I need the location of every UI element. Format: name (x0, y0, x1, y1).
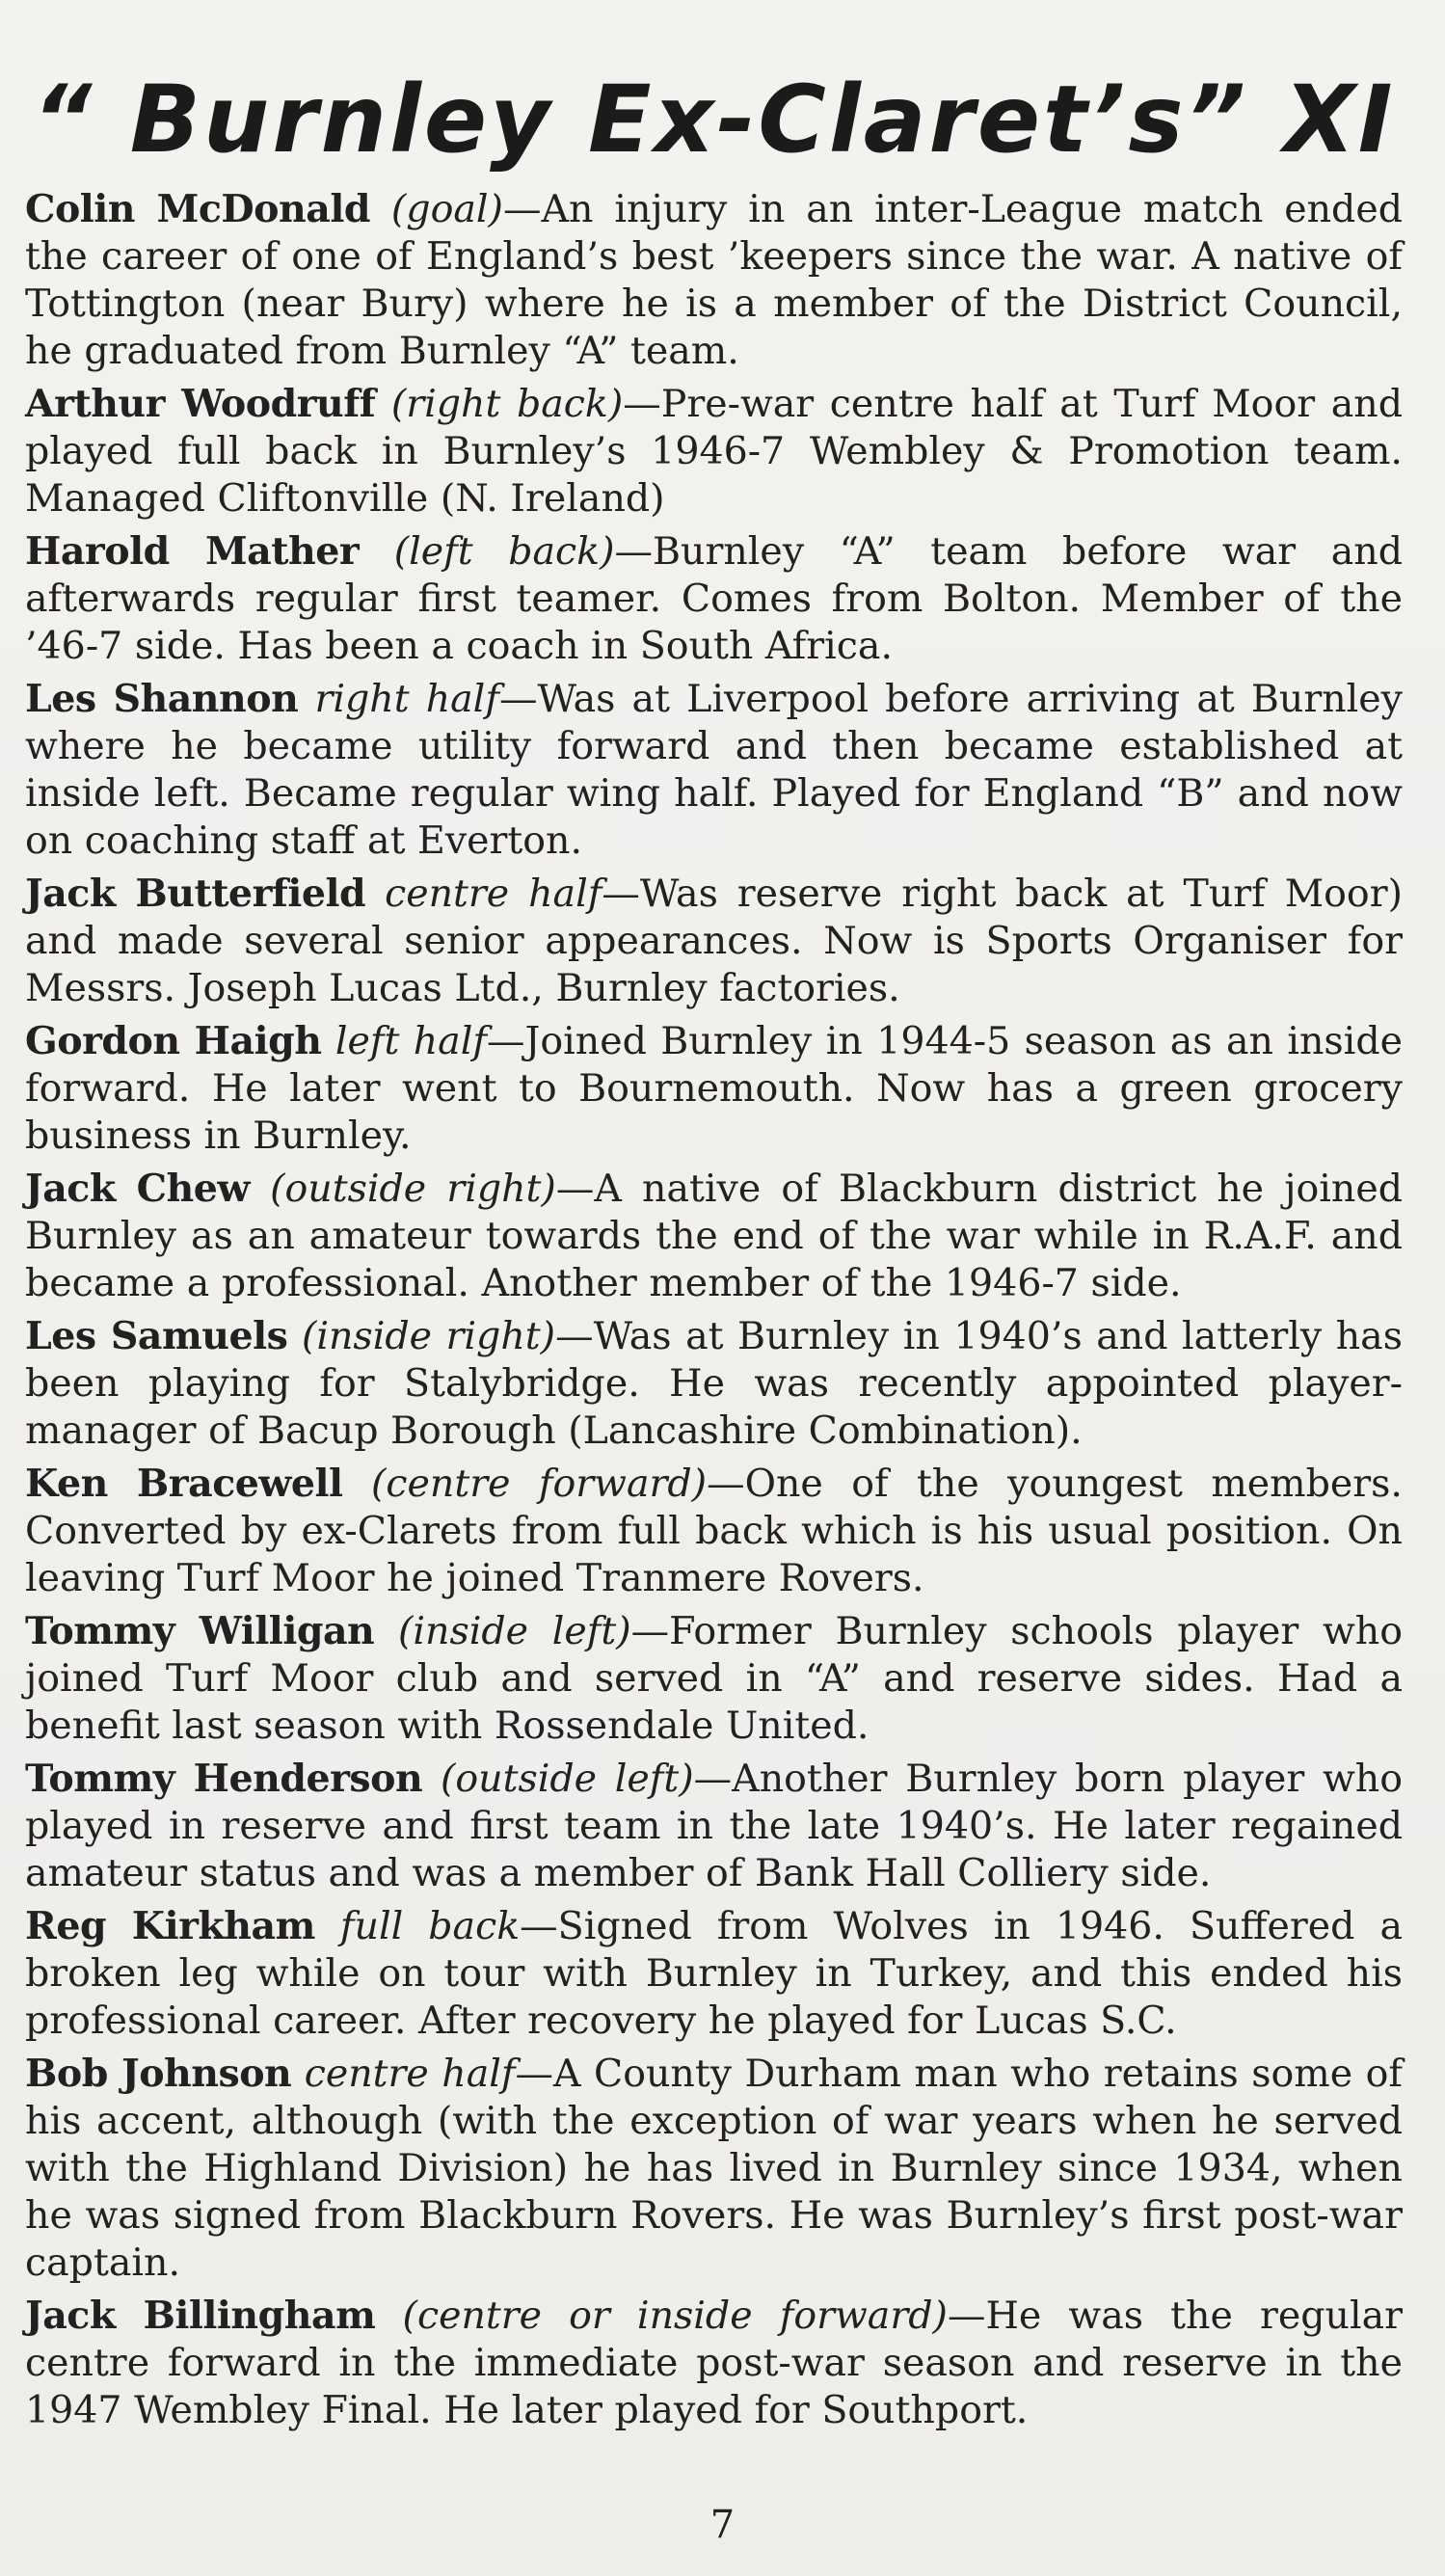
player-position: full back (339, 1903, 521, 1948)
player-entry (25, 2051, 1403, 2287)
player-position: (outside left) (440, 1756, 694, 1801)
player-name: Reg Kirkham (25, 1903, 315, 1948)
player-list (25, 186, 1403, 2434)
player-name: Colin McDonald (25, 186, 370, 231)
player-position: right half (314, 676, 499, 721)
player-entry (25, 1018, 1403, 1160)
player-name: Les Samuels (25, 1313, 288, 1358)
player-name: Arthur Woodruff (25, 381, 376, 426)
player-name: Jack Chew (25, 1166, 250, 1211)
player-position: (inside left) (397, 1608, 631, 1653)
player-entry (25, 381, 1403, 523)
player-description: —Former Burnley schools player who joined Turf Moor club and served in “A” and reserve sides. Had a benefit last season with Rossendale United. (25, 1608, 1403, 1748)
player-position: left half (334, 1018, 487, 1063)
player-entry (25, 1461, 1403, 1602)
player-name: Bob Johnson (25, 2051, 292, 2096)
player-description: —A County Durham man who retains some of his accent, although (with the exception of war years when he served with the Highland Division) he has lived in Burnley since 1934, when he was signed from Blackburn Rovers. He was Burnley’s first post-war captain. (25, 2051, 1403, 2285)
player-entry (25, 528, 1403, 670)
player-entry (25, 676, 1403, 865)
player-name: Jack Butterfield (25, 871, 366, 916)
player-position: (left back) (393, 528, 615, 574)
player-entry (25, 1313, 1403, 1455)
player-name: Les Shannon (25, 676, 299, 721)
player-description: —Burnley “A” team before war and afterwards regular first teamer. Comes from Bolton. Member of the ’46-7 side. Has been a coach in South Africa. (25, 528, 1404, 668)
player-description: —Was reserve right back at Turf Moor) and made several senior appearances. Now is Sports Organiser for Messrs. Joseph Lucas Ltd., Burnley factories. (25, 871, 1403, 1010)
player-description: —Was at Liverpool before arriving at Burnley where he became utility forward and then became established at inside left. Became regular wing half. Played for England “B” and now on coaching staff at Everton. (25, 676, 1404, 863)
player-position: (goal) (390, 186, 503, 231)
page-number: 7 (709, 2503, 736, 2547)
player-description: —Joined Burnley in 1944-5 season as an inside forward. He later went to Bournemouth. Now has a green grocery business in Burnley. (25, 1018, 1403, 1158)
player-entry (25, 1166, 1403, 1307)
player-name: Jack Billingham (25, 2293, 376, 2338)
player-position: (outside right) (270, 1166, 556, 1211)
player-entry (25, 2293, 1403, 2434)
player-description: —Was at Burnley in 1940’s and latterly has been playing for Stalybridge. He was recently appointed player-manager of Bacup Borough (Lancashire Combination). (25, 1313, 1403, 1453)
player-description: —An injury in an inter-League match ended the career of one of England’s best ’keepers since the war. A native of Tottington (near Bury) where he is a member of the District Council, he graduated from Burnley “A” team. (25, 186, 1404, 373)
player-name: Gordon Haigh (25, 1018, 322, 1063)
player-entry (25, 1608, 1403, 1750)
player-position: (centre forward) (370, 1461, 708, 1506)
player-position: (right back) (390, 381, 624, 426)
player-position: centre half (385, 871, 602, 916)
player-description: —Signed from Wolves in 1946. Suffered a broken leg while on tour with Burnley in Turkey, and this ended his professional career. After recovery he played for Lucas S.C. (25, 1903, 1403, 2043)
player-entry (25, 871, 1403, 1012)
player-name: Tommy Willigan (25, 1608, 375, 1653)
player-description: —One of the youngest members. Converted by ex-Clarets from full back which is his usual position. On leaving Turf Moor he joined Tranmere Rovers. (25, 1461, 1403, 1600)
player-entry (25, 1756, 1403, 1897)
page-title: “ Burnley Ex-Claret’s” XI (32, 66, 1396, 174)
player-position: (inside right) (301, 1313, 556, 1358)
player-entry (25, 1903, 1403, 2045)
player-description: —A native of Blackburn district he joined Burnley as an amateur towards the end of the war while in R.A.F. and became a professional. Another member of the 1946-7 side. (25, 1166, 1403, 1305)
player-name: Harold Mather (25, 528, 360, 574)
player-position: (centre or inside forward) (402, 2293, 948, 2338)
player-description: —He was the regular centre forward in the immediate post-war season and reserve in the 1947 Wembley Final. He later played for Southport. (25, 2293, 1404, 2432)
player-name: Ken Bracewell (25, 1461, 343, 1506)
player-description: —Pre-war centre half at Turf Moor and played full back in Burnley’s 1946-7 Wembley & Promotion team. Managed Cliftonville (N. Ireland) (25, 381, 1403, 521)
player-position: centre half (304, 2051, 516, 2096)
player-entry (25, 186, 1403, 375)
player-description: —Another Burnley born player who played in reserve and first team in the late 1940’s. He later regained amateur status and was a member of Bank Hall Colliery side. (25, 1756, 1403, 1895)
player-name: Tommy Henderson (25, 1756, 423, 1801)
